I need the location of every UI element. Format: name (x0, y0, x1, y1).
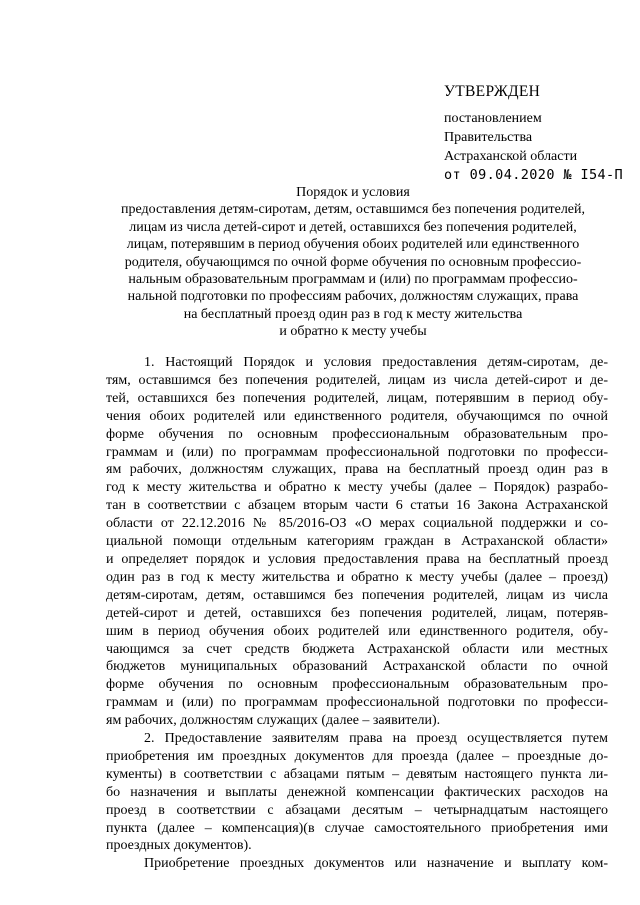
approval-stamp (444, 82, 634, 185)
text-line: граммам и (или) по программам профессиональной подготовки по професси- (106, 444, 608, 460)
approval-line-1: постановлением (444, 111, 542, 126)
text-line: тям, оставшимся без попечения родителей, лицам из числа детей-сирот и де- (106, 372, 608, 388)
text-line: год к месту жительства и обратно к месту учебы (далее – Порядок) разрабо- (106, 480, 608, 496)
text-line: форме обучения по основным профессиональным образовательным про- (106, 677, 608, 693)
title-line: лицам из числа детей-сирот и детей, оставшихся без попечения родителей, (129, 219, 577, 235)
paragraph-2 (106, 730, 608, 855)
text-line: тей, оставшихся без попечения родителей, лицам, потерявшим в период обу- (106, 390, 608, 406)
text-line: форме обучения по основным профессиональным образовательным про- (106, 426, 608, 442)
text-line: чения обоих родителей или единственного родителя, обучающимся по очной (106, 408, 608, 424)
text-line: проезд в соответствии с абзацами десятым – четырнадцатым настоящего (106, 802, 608, 818)
text-line: и определяет порядок и условия предоставления права на бесплатный проезд (106, 551, 608, 567)
text-line: детей-сирот и детей, оставшихся без попечения родителей, лицам, потеряв- (106, 605, 608, 621)
title-line: Порядок и условия (296, 185, 410, 200)
approval-date-number: от 09.04.2020 № I54-П (444, 167, 624, 183)
text-line: детям-сиротам, детям, оставшимся без попечения родителей, лицам из числа (106, 587, 608, 603)
paragraph-3 (106, 855, 608, 873)
paragraph-1 (106, 354, 608, 730)
title-line: нальным образовательным программам и (или) по программам профессио- (128, 272, 578, 288)
title-line: на бесплатный проезд один раз в год к месту жительства (183, 306, 523, 322)
text-line: проездных документов). (106, 838, 252, 854)
title-line: и обратно к месту учебы (279, 324, 427, 340)
text-line: 2. Предоставление заявителям права на проезд осуществляется путем (144, 731, 608, 747)
title-line: нальной подготовки по профессиям рабочих, должностям служащих, права (127, 289, 579, 305)
text-line: 1. Настоящий Порядок и условия предоставления детям-сиротам, де- (144, 355, 608, 370)
text-line: пункта (далее – компенсация)(в случае самостоятельного приобретения ими (106, 820, 608, 836)
text-line: бо назначения и выплаты денежной компенсации фактических расходов на (106, 784, 608, 800)
text-line: граммам и (или) по программам профессиональной подготовки по професси- (106, 695, 608, 711)
text-line: тан в соответствии с абзацем вторым части 6 статьи 16 Закона Астраханской (106, 498, 608, 514)
title-line: родителя, обучающимся по очной форме обучения по основным профессио- (124, 254, 582, 270)
text-line: чающимся за счет средств бюджета Астраханской области или местных (106, 641, 608, 657)
text-line: ям рабочих, должностям служащих (далее – заявители). (106, 713, 441, 729)
text-line: приобретения им проездных документов для проезда (далее – проездные до- (106, 748, 608, 764)
text-line: шим в период обучения обоих родителей или единственного родителя, обу- (106, 623, 608, 639)
text-line: бюджетов муниципальных образований Астраханской области по очной (106, 659, 608, 675)
document-body (106, 354, 608, 873)
approval-line-2: Правительства (444, 130, 533, 145)
document-title (96, 184, 610, 341)
text-line: циальной помощи отдельным категориям граждан в Астраханской области» (106, 534, 608, 550)
text-line: области от 22.12.2016 № 85/2016-ОЗ «О мерах социальной поддержки и со- (106, 516, 608, 532)
title-line: лицам, потерявшим в период обучения обоих родителей или единственного (126, 237, 580, 253)
text-line: один раз в год к месту жительства и обратно к месту учебы (далее – проезд) (106, 569, 608, 585)
approval-line-3: Астраханской области (444, 149, 578, 164)
text-line: кументы) в соответствии с абзацами пятым – девятым настоящего пункта ли- (106, 766, 608, 782)
title-line: предоставления детям-сиротам, детям, оставшимся без попечения родителей, (120, 202, 586, 218)
text-line: ям рабочих, должностям служащих, права на бесплатный проезд один раз в (106, 462, 608, 478)
text-line: Приобретение проездных документов или назначение и выплату ком- (144, 856, 608, 872)
approval-heading: УТВЕРЖДЕН (444, 83, 541, 100)
